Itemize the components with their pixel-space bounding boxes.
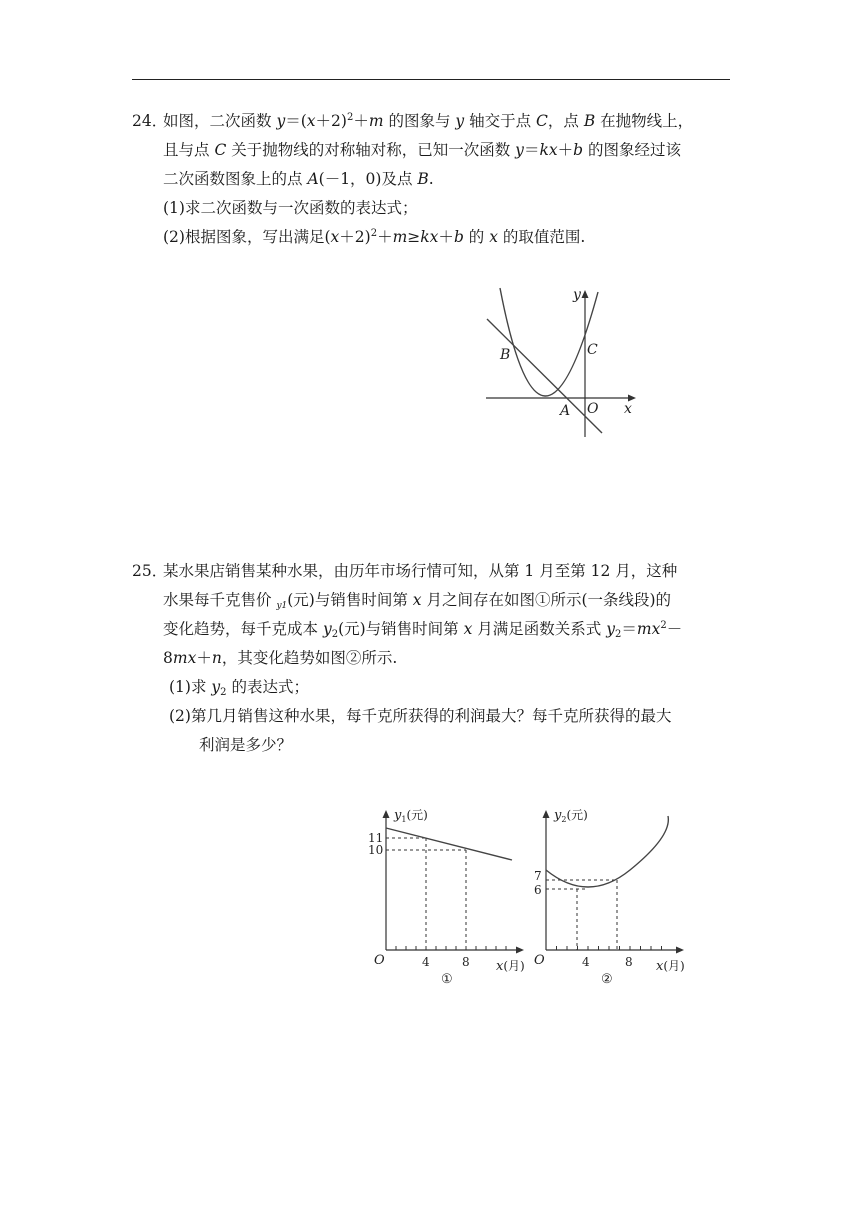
y-axis-label: $y_1$(元): [394, 808, 428, 824]
q24-number: 24．: [132, 112, 168, 130]
q25-figure-2: [530, 800, 700, 990]
x-axis-arrow: [516, 947, 524, 954]
q25-part-2: (2)第几月销售这种水果，每千克所获得的利润最大？每千克所获得的最大: [169, 707, 672, 725]
x-axis-label: x(月): [656, 959, 685, 974]
price-line: [386, 828, 512, 860]
y-axis-arrow: [543, 810, 550, 818]
x-axis-label: x(月): [496, 959, 525, 974]
dashed-guides: [386, 838, 466, 950]
q25-part-1: (1)求 $y_2$ 的表达式；: [169, 678, 309, 698]
q25-number: 25．: [132, 562, 168, 580]
q24-part-1: (1)求二次函数与一次函数的表达式；: [163, 199, 418, 217]
origin-label: O: [374, 953, 385, 968]
point-b-label: B: [500, 347, 511, 363]
question-25: [132, 557, 732, 760]
y-axis-arrow: [582, 290, 589, 298]
origin-label: O: [587, 401, 599, 417]
tick-label-6: 6: [534, 883, 542, 897]
origin-label: O: [534, 953, 545, 968]
tick-label-4: 4: [422, 955, 430, 969]
q24-part-2: (2)根据图象，写出满足$(x+2)^2+m\ge kx+b$ 的 x 的取值范围.: [163, 228, 586, 246]
q25-part-2-cont: 利润是多少？: [199, 736, 293, 754]
y-axis-arrow: [383, 810, 390, 818]
header-rule: [132, 79, 730, 80]
tick-label-11: 11: [368, 831, 384, 845]
q25-line-2: 水果每千克售价 y1(元)与销售时间第 x 月之间存在如图①所示(一条线段)的: [163, 591, 672, 611]
tick-label-4: 4: [582, 955, 590, 969]
q24-line-1: 24．如图，二次函数 $y=(x+2)^2+m$ 的图象与 y 轴交于点 C，点 B 在抛物线上，: [132, 107, 732, 136]
figure-caption: ①: [441, 972, 453, 987]
q25-line-1: 25．某水果店销售某种水果，由历年市场行情可知，从第 1 月至第 12 月，这种: [132, 557, 732, 586]
q24-line-2: 且与点 C 关于抛物线的对称轴对称，已知一次函数 y＝kx＋b 的图象经过该: [163, 141, 681, 159]
figure-caption: ②: [601, 972, 613, 987]
tick-label-8: 8: [625, 955, 633, 969]
tick-label-8: 8: [462, 955, 470, 969]
question-24: [132, 107, 732, 252]
q25-line-4: 8mx＋n，其变化趋势如图②所示.: [163, 649, 398, 667]
q25-line-3: 变化趋势，每千克成本 $y_2$(元)与销售时间第 x 月满足函数关系式 $y_2=mx^2-$: [163, 620, 683, 640]
x-axis-arrow: [676, 947, 684, 954]
tick-label-7: 7: [534, 869, 542, 883]
dashed-guides: [546, 880, 617, 950]
cost-parabola: [546, 816, 668, 887]
tick-label-10: 10: [368, 843, 384, 857]
q24-line-3: 二次函数图象上的点 A(－1，0)及点 B.: [163, 170, 434, 188]
y-axis-label: $y_2$(元): [554, 808, 588, 824]
q25-figure-1: [360, 800, 530, 990]
point-c-label: C: [587, 342, 598, 358]
q24-figure: [480, 282, 640, 442]
y-axis-label: y: [573, 287, 581, 303]
point-a-label: A: [560, 403, 571, 419]
x-axis-label: x: [624, 401, 632, 417]
